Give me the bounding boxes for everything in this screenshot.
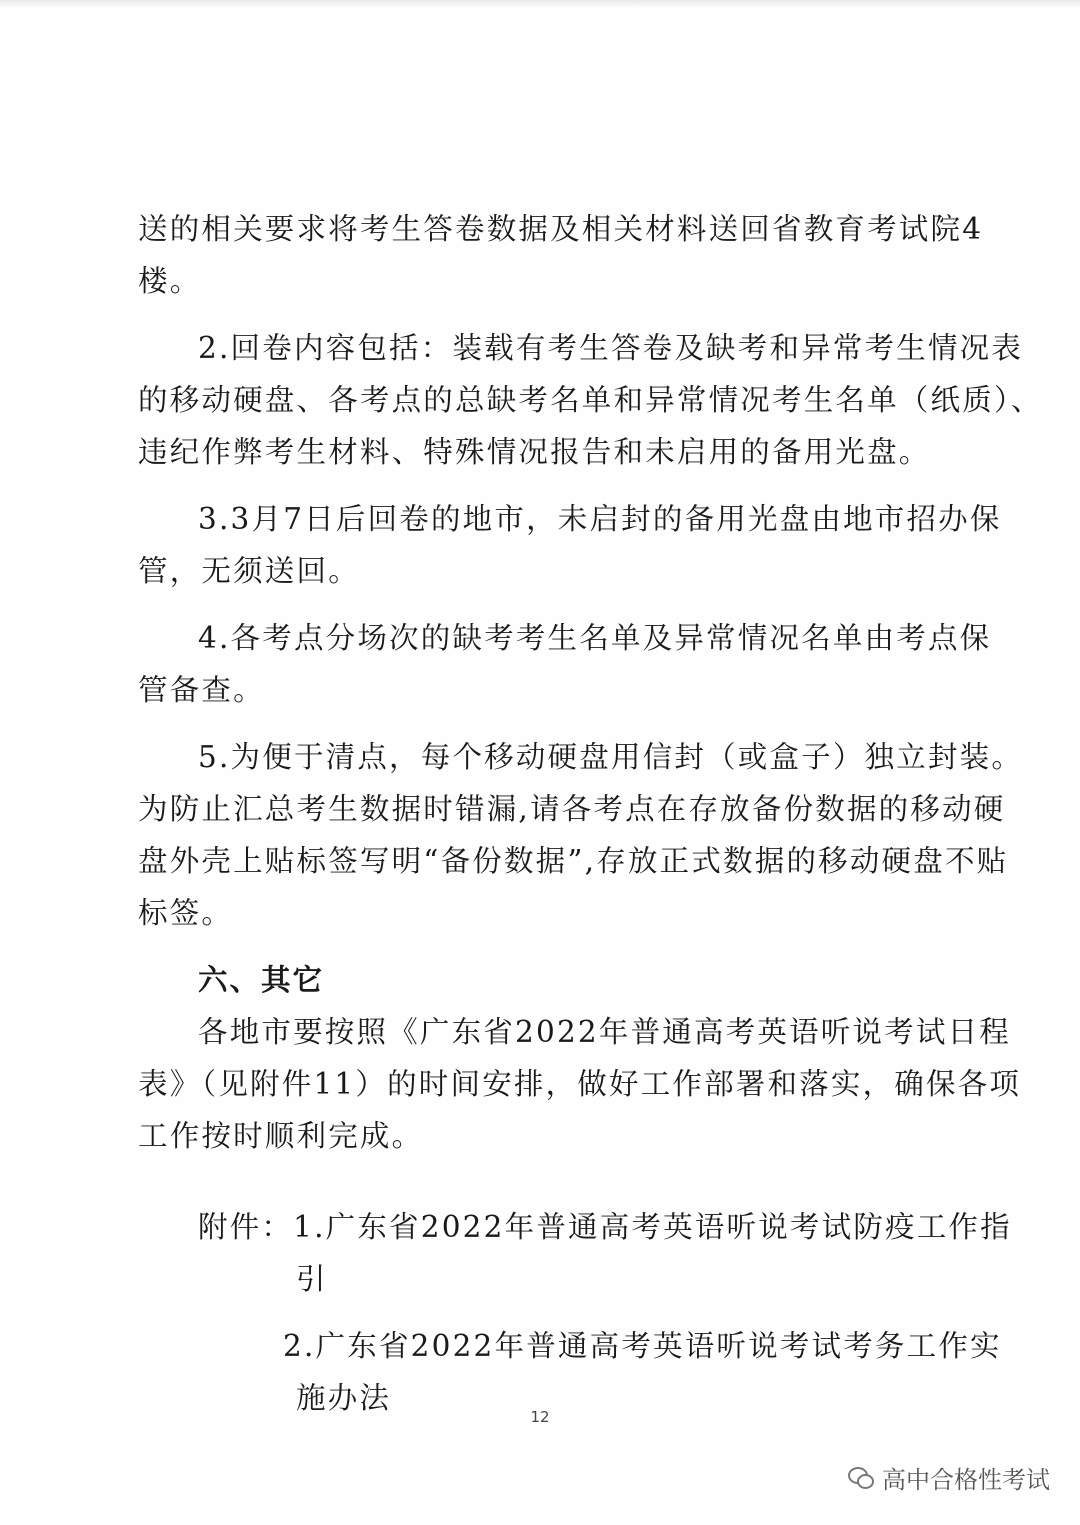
paragraph-line: 管备查。 (138, 673, 265, 707)
paragraph-line: 送的相关要求将考生答卷数据及相关材料送回省教育考试院4 (138, 212, 984, 246)
attachment-item: 附件：1.广东省2022年普通高考英语听说考试防疫工作指 (198, 1210, 1012, 1244)
paragraph-line: 楼。 (138, 264, 202, 298)
paragraph-line: 各地市要按照《广东省2022年普通高考英语听说考试日程 (198, 1015, 1011, 1049)
paragraph-line: 2.回卷内容包括：装载有考生答卷及缺考和异常考生情况表 (198, 331, 1024, 365)
paragraph-line: 违纪作弊考生材料、特殊情况报告和未启用的备用光盘。 (138, 435, 931, 469)
paragraph-line: 5.为便于清点，每个移动硬盘用信封（或盒子）独立封装。 (198, 740, 1024, 774)
document-body (138, 203, 1043, 1424)
paragraph-line: 表》（见附件11）的时间安排，做好工作部署和落实，确保各项 (138, 1067, 1022, 1101)
section-heading: 六、其它 (198, 962, 325, 997)
wechat-icon (848, 1467, 874, 1489)
paragraph-line: 工作按时顺利完成。 (138, 1119, 424, 1153)
attachment-item: 引 (296, 1262, 328, 1296)
paragraph-line: 的移动硬盘、各考点的总缺考名单和异常情况考生名单（纸质）、 (138, 383, 1043, 417)
scan-edge (0, 0, 1080, 8)
paragraph-line: 盘外壳上贴标签写明“备份数据”,存放正式数据的移动硬盘不贴 (138, 844, 1009, 878)
watermark (848, 1460, 1050, 1495)
paragraph-line: 4.各考点分场次的缺考考生名单及异常情况名单由考点保 (198, 621, 992, 655)
paragraph-line: 管，无须送回。 (138, 554, 360, 588)
attachment-item: 2.广东省2022年普通高考英语听说考试考务工作实 (283, 1329, 1002, 1363)
paragraph-line: 为防止汇总考生数据时错漏,请各考点在存放备份数据的移动硬 (138, 792, 1006, 826)
watermark-text: 高中合格性考试 (882, 1466, 1050, 1494)
paragraph-line: 标签。 (138, 896, 234, 930)
page-number: 12 (530, 1408, 550, 1426)
paragraph-line: 3.3月7日后回卷的地市，未启封的备用光盘由地市招办保 (198, 502, 1002, 536)
attachment-item: 施办法 (296, 1381, 392, 1415)
